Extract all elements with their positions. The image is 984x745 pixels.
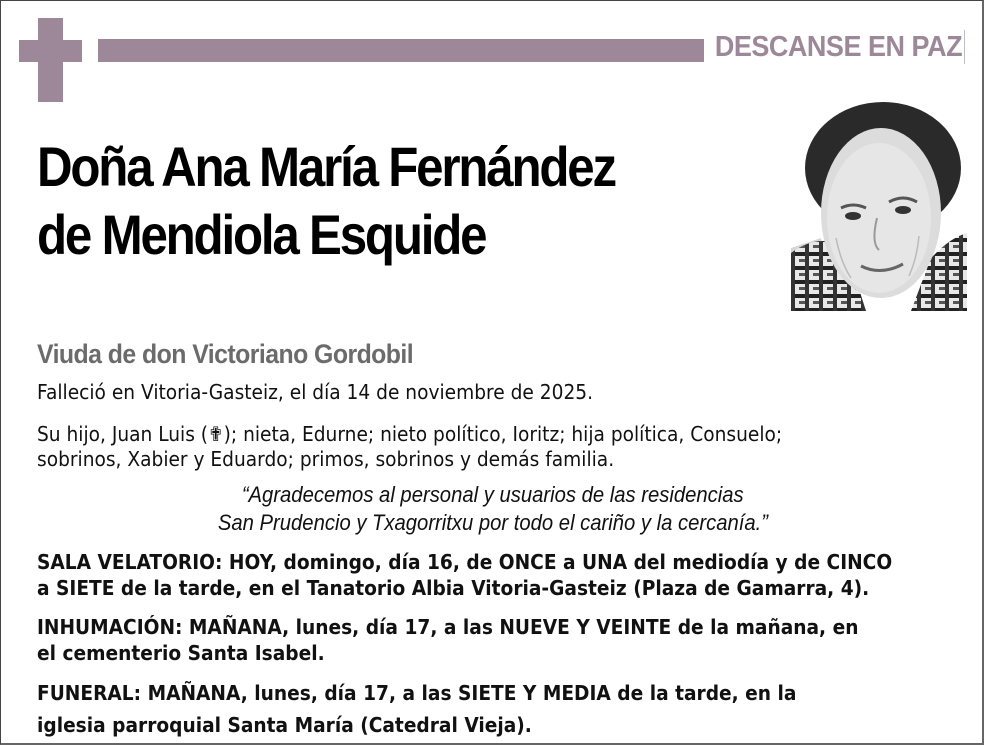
cross-icon-arm xyxy=(19,40,82,62)
burial-line2: el cementerio Santa Isabel. xyxy=(37,641,325,665)
deceased-photo xyxy=(791,98,967,311)
wake-line2: a SIETE de la tarde, en el Tanatorio Albia Vitoria-Gasteiz (Plaza de Gamarra, 4). xyxy=(37,576,870,600)
funeral-info xyxy=(37,677,958,741)
deceased-name-line2: de Mendiola Esquide xyxy=(37,203,486,266)
deceased-name-line1: Doña Ana María Fernández xyxy=(37,135,615,198)
quote-line2: San Prudencio y Txagorritxu por todo el cariño y la cercanía.” xyxy=(217,510,769,535)
funeral-line2: iglesia parroquial Santa María (Catedral Vieja). xyxy=(37,713,532,737)
header-divider-bar xyxy=(98,39,704,62)
family-line2: sobrinos, Xabier y Eduardo; primos, sobrinos y demás familia. xyxy=(37,447,615,471)
spouse-line: Viuda de don Victoriano Gordobil xyxy=(37,339,414,369)
acknowledgement-quote xyxy=(1,481,984,537)
portrait-image xyxy=(791,98,967,311)
wake-info xyxy=(37,549,958,601)
burial-line1: INHUMACIÓN: MAÑANA, lunes, día 17, a las NUEVE Y VEINTE de la mañana, en xyxy=(37,615,859,639)
funeral-line1: FUNERAL: MAÑANA, lunes, día 17, a las SIETE Y MEDIA de la tarde, en la xyxy=(37,681,797,705)
burial-info xyxy=(37,614,958,666)
death-notice: Falleció en Vitoria-Gasteiz, el día 14 de noviembre de 2025. xyxy=(37,380,594,404)
rip-label: DESCANSE EN PAZ xyxy=(715,30,965,64)
deceased-name xyxy=(37,133,794,269)
family-list xyxy=(37,422,958,472)
wake-line1: SALA VELATORIO: HOY, domingo, día 16, de ONCE a UNA del mediodía y de CINCO xyxy=(37,550,893,574)
quote-line1: “Agradecemos al personal y usuarios de las residencias xyxy=(242,482,744,507)
family-line1: Su hijo, Juan Luis (✟); nieta, Edurne; nieto político, Ioritz; hija política, Consuelo; xyxy=(37,422,783,446)
